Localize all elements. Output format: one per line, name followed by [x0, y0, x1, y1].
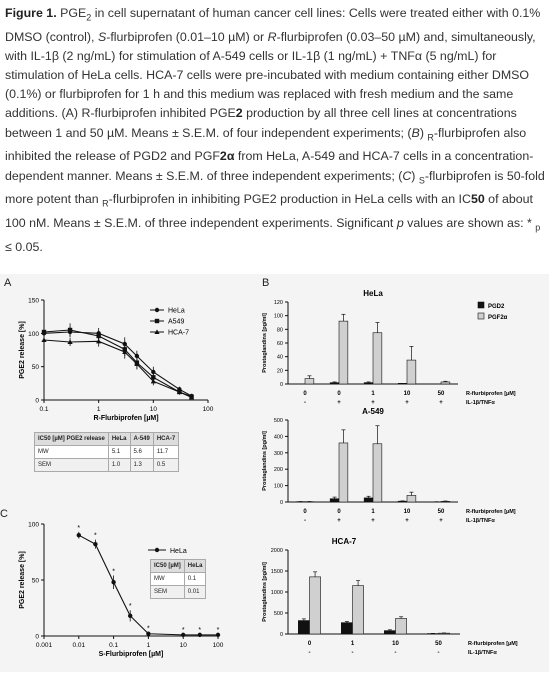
- significance-star: *: [147, 626, 150, 633]
- il-label: -: [309, 650, 311, 656]
- caption-part: -flurbiprofen also inhibited the release of PGD: [5, 126, 526, 164]
- y-tick-label: 100: [28, 522, 39, 529]
- y-tick-label: 100: [274, 484, 283, 490]
- series-line: [44, 340, 192, 397]
- x-tick-label: 0: [337, 509, 341, 515]
- x-tick-label: 1: [351, 641, 355, 647]
- panel-label: C: [0, 508, 8, 520]
- bar: [364, 383, 373, 384]
- data-point: [42, 330, 46, 334]
- panel-label: A: [4, 277, 12, 289]
- caption-part: -flurbiprofen in inhibiting PGE: [109, 192, 270, 206]
- data-point: [93, 542, 97, 546]
- legend-text: HeLa: [170, 548, 187, 555]
- bar: [407, 360, 416, 384]
- figure-panels: [0, 274, 549, 672]
- caption-part: ): [420, 126, 428, 140]
- bar: [330, 383, 339, 384]
- significance-star: *: [198, 627, 201, 634]
- y-tick-label: 0: [280, 632, 283, 638]
- bar: [330, 499, 339, 502]
- series-line: [44, 330, 192, 397]
- il-label: -: [304, 518, 306, 524]
- y-tick-label: 120: [274, 300, 283, 306]
- il-label: +: [405, 518, 409, 524]
- il-label: -: [304, 400, 306, 406]
- caption-part: C: [402, 169, 411, 183]
- x-tick-label: 0: [303, 391, 307, 397]
- table-row: [35, 446, 179, 459]
- x-tick-label: 50: [438, 391, 445, 397]
- caption-part: in cell supernatant of human cancer cell lines: Cells were treated either with 0.1% DMSO (control),: [5, 6, 540, 44]
- legend-text: HCA-7: [168, 330, 189, 337]
- x-axis-label: R-flurbiprofen [µM]: [468, 641, 518, 647]
- table-cell: 0.01: [184, 586, 206, 599]
- data-point: [128, 614, 132, 618]
- legend-text: PGD2: [488, 304, 505, 310]
- caption-part: R: [427, 132, 434, 142]
- legend-marker: [155, 548, 159, 552]
- y-tick-label: 100: [274, 314, 283, 320]
- caption-part: values are shown as: *: [404, 216, 536, 230]
- table-cell: A-549: [130, 433, 153, 446]
- x-axis-label: S-Flurbiprofen [µM]: [99, 651, 164, 658]
- bar: [384, 631, 395, 634]
- caption-part: S: [98, 30, 106, 44]
- y-tick-label: 1000: [271, 590, 283, 596]
- subpanel-title: A-549: [362, 407, 384, 416]
- caption-part: R: [268, 30, 277, 44]
- x-tick-label: 0: [337, 391, 341, 397]
- legend-text: PGF2α: [488, 315, 508, 321]
- il-label: +: [439, 400, 443, 406]
- il-label: -: [352, 650, 354, 656]
- table-row: [151, 586, 206, 599]
- caption-part: p: [535, 222, 540, 232]
- il-label: -: [438, 650, 440, 656]
- x-tick-label: 10: [150, 406, 158, 413]
- il-label: +: [371, 400, 375, 406]
- caption-part: A: [66, 106, 74, 120]
- table-cell: MW: [151, 573, 185, 586]
- il-label: +: [405, 400, 409, 406]
- caption-part: and PGF: [167, 149, 220, 163]
- significance-star: *: [182, 627, 185, 634]
- subpanel-title: HeLa: [363, 289, 383, 298]
- table-cell: 0.5: [153, 459, 178, 472]
- y-tick-label: 40: [277, 355, 283, 361]
- table-cell: HCA-7: [153, 433, 178, 446]
- legend-text: A549: [168, 319, 184, 326]
- x-axis-label: R-Flurbiprofen [µM]: [93, 415, 158, 422]
- caption-part: production by all three cell lines at concentrations between 1 and 50 µM. Means ± S.E.M. of four independent experiments; (: [5, 106, 517, 139]
- x-tick-label: 0.01: [72, 642, 85, 649]
- caption-part: ): [74, 106, 82, 120]
- caption-part: -flurbiprofen (0.01–10 µM) or: [106, 30, 267, 44]
- caption-part: S: [419, 175, 425, 185]
- significance-star: *: [217, 627, 220, 634]
- y-tick-label: 60: [277, 341, 283, 347]
- caption-part: R: [81, 106, 90, 120]
- y-tick-label: 50: [32, 364, 40, 371]
- x-axis-label: R-flurbiprofen [µM]: [466, 509, 516, 515]
- y-axis-label: PGE2 release [%]: [19, 551, 26, 609]
- caption-part: B: [412, 126, 420, 140]
- significance-star: *: [77, 525, 80, 532]
- bar: [339, 321, 348, 384]
- caption-part: -flurbiprofen inhibited PGE: [90, 106, 235, 120]
- y-tick-label: 500: [274, 418, 283, 424]
- table-cell: 5.6: [130, 446, 153, 459]
- panel-a: [4, 277, 214, 422]
- table-row: [35, 459, 179, 472]
- caption-part: R: [102, 199, 109, 209]
- data-point: [77, 533, 81, 537]
- caption-part: -flurbiprofen is 50-fold more potent than: [5, 169, 545, 207]
- table-row: [35, 433, 179, 446]
- x-tick-label: 10: [404, 391, 411, 397]
- caption-part: from HeLa, A-549 and HCA-7 cells in a concentration-dependent manner. Means ± S.E.M. of three independent experiments; (: [5, 149, 533, 182]
- bar: [398, 383, 407, 384]
- table-cell: IC50 [µM]: [151, 560, 185, 573]
- ic50-table-a: [34, 432, 179, 472]
- y-tick-label: 2000: [271, 548, 283, 554]
- x-tick-label: 100: [203, 406, 214, 413]
- table-row: [151, 560, 206, 573]
- caption-part: production in HeLa cells with an IC: [277, 192, 471, 206]
- caption-part: 2: [160, 149, 167, 163]
- significance-star: *: [94, 533, 97, 540]
- bar: [407, 495, 416, 502]
- bar: [339, 443, 348, 502]
- il-axis-label: IL-1β/TNFα: [466, 400, 495, 406]
- table-cell: SEM: [35, 459, 109, 472]
- legend-text: HeLa: [168, 308, 185, 315]
- caption-part: 2: [270, 192, 277, 206]
- il-label: -: [395, 650, 397, 656]
- bar: [305, 379, 314, 384]
- significance-star: *: [129, 603, 132, 610]
- panel-label: B: [262, 277, 269, 289]
- significance-star: *: [112, 569, 115, 576]
- y-tick-label: 0: [280, 500, 283, 506]
- caption-part: 2α: [220, 149, 235, 163]
- legend-swatch: [478, 302, 484, 308]
- y-tick-label: 20: [277, 368, 283, 374]
- x-tick-label: 1: [147, 642, 151, 649]
- caption-part: ≤ 0.05.: [5, 240, 43, 254]
- il-axis-label: IL-1β/TNFα: [466, 518, 495, 524]
- y-tick-label: 500: [274, 611, 283, 617]
- y-axis-label: Prostaglandins [pg/ml]: [262, 562, 268, 622]
- caption-part: p: [397, 216, 404, 230]
- y-tick-label: 300: [274, 451, 283, 457]
- caption-part: of about 100 nM. Means ± S.E.M. of three independent experiments. Significant: [5, 192, 533, 230]
- x-tick-label: 0.1: [39, 406, 48, 413]
- il-label: +: [337, 518, 341, 524]
- il-label: +: [439, 518, 443, 524]
- x-tick-label: 0.001: [36, 642, 53, 649]
- x-tick-label: 10: [392, 641, 399, 647]
- ic50-table-c: [150, 559, 206, 599]
- x-tick-label: 1: [97, 406, 101, 413]
- table-cell: 0.1: [184, 573, 206, 586]
- caption-part: PGE: [57, 6, 87, 20]
- x-tick-label: 10: [180, 642, 188, 649]
- data-point: [111, 580, 115, 584]
- subpanel-title: HCA-7: [332, 537, 357, 546]
- legend-swatch: [478, 313, 484, 319]
- table-cell: HeLa: [108, 433, 130, 446]
- data-point: [68, 328, 72, 332]
- table-cell: SEM: [151, 586, 185, 599]
- y-tick-label: 50: [32, 578, 40, 585]
- bar: [364, 498, 373, 502]
- y-axis-label: PGE2 release [%]: [19, 321, 26, 379]
- x-tick-label: 1: [371, 509, 375, 515]
- legend-marker: [155, 319, 159, 323]
- caption-part: 2: [236, 106, 243, 120]
- table-cell: 5.1: [108, 446, 130, 459]
- x-tick-label: 10: [404, 509, 411, 515]
- y-axis-label: Prostaglandins [pg/ml]: [262, 313, 268, 373]
- y-tick-label: 80: [277, 327, 283, 333]
- bar: [373, 333, 382, 384]
- il-axis-label: IL-1β/TNFα: [468, 650, 497, 656]
- y-tick-label: 1500: [271, 569, 283, 575]
- x-tick-label: 0.1: [109, 642, 118, 649]
- x-tick-label: 1: [371, 391, 375, 397]
- il-label: +: [371, 518, 375, 524]
- x-tick-label: 0: [303, 509, 307, 515]
- il-label: +: [337, 400, 341, 406]
- table-cell: HeLa: [184, 560, 206, 573]
- caption-part: -flurbiprofen (0.03–50 µM) and, simultaneously, with IL-1β (2 ng/mL) for stimulation of A-549 cells or IL-1β (1 ng/mL) + TNFα (5 ng/mL) for stimulation of HeLa cells. HCA-7 cells were pre-incubated with medium containing either DMSO (0.1%) or flurbiprofen for 1 h and this medium was replaced with fresh medium and the same additions. (: [5, 30, 536, 121]
- panel-b: [262, 277, 518, 656]
- table-cell: 1.0: [108, 459, 130, 472]
- table-cell: 11.7: [153, 446, 178, 459]
- bar: [341, 623, 352, 634]
- x-tick-label: 50: [438, 509, 445, 515]
- table-cell: MW: [35, 446, 109, 459]
- caption-part: 2: [86, 12, 91, 22]
- y-tick-label: 150: [28, 298, 39, 305]
- caption-text: [5, 6, 545, 254]
- y-tick-label: 0: [35, 634, 39, 641]
- y-tick-label: 0: [280, 382, 283, 388]
- table-cell: 1.3: [130, 459, 153, 472]
- y-tick-label: 100: [28, 331, 39, 338]
- bar: [441, 382, 450, 384]
- figure-svg: [0, 274, 549, 672]
- bar: [298, 621, 309, 634]
- bar: [396, 618, 407, 634]
- table-row: [151, 573, 206, 586]
- bar: [398, 501, 407, 502]
- caption-part: ): [411, 169, 419, 183]
- bar: [310, 577, 321, 634]
- x-tick-label: 0: [308, 641, 312, 647]
- x-tick-label: 100: [213, 642, 224, 649]
- x-axis-label: R-flurbiprofen [µM]: [466, 391, 516, 397]
- figure-caption: [5, 4, 545, 257]
- caption-label: Figure 1.: [5, 6, 57, 20]
- x-tick-label: 50: [435, 641, 442, 647]
- caption-part: 50: [471, 192, 485, 206]
- bar: [373, 444, 382, 502]
- table-cell: IC50 [µM] PGE2 release: [35, 433, 109, 446]
- y-tick-label: 400: [274, 434, 283, 440]
- y-tick-label: 200: [274, 467, 283, 473]
- y-tick-label: 0: [35, 398, 39, 405]
- legend-marker: [155, 308, 159, 312]
- y-axis-label: Prostaglandins [pg/ml]: [262, 431, 268, 491]
- bar: [441, 501, 450, 502]
- bar: [353, 586, 364, 634]
